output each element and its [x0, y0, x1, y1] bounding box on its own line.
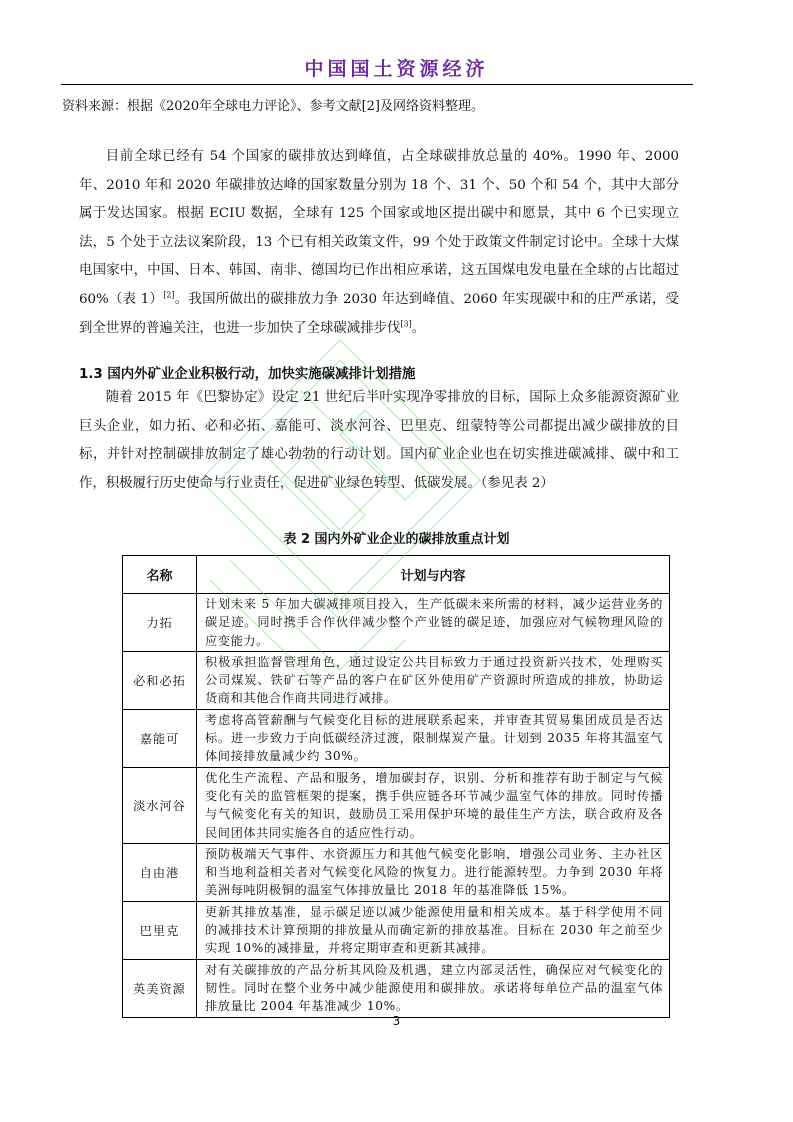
journal-title: 中国国土资源经济	[304, 58, 489, 80]
column-header-plan: 计划与内容	[197, 556, 670, 594]
section-heading: 1.3 国内外矿业企业积极行动，加快实施碳减排计划措施	[79, 367, 416, 382]
plan-content: 考虑将高管薪酬与气候变化目标的进展联系起来，并审查其贸易集团成员是否达标。进一步致力于向低碳经济过渡，限制煤炭产量。计划到 2035 年将其温室气体间接排放量减少约 30%。	[197, 709, 670, 767]
table-header-row	[123, 556, 670, 594]
table-row	[123, 709, 670, 767]
table-caption: 表 2 国内外矿业企业的碳排放重点计划	[283, 532, 510, 547]
plan-content: 积极承担监督管理角色，通过设定公共目标致力于通过投资新兴技术，处理购买公司煤炭、铁矿石等产品的客户在矿区外使用矿产资源时所造成的排放，协助运货商和其他合作商共同进行减排。	[197, 651, 670, 709]
plan-content: 对有关碳排放的产品分析其风险及机遇，建立内部灵活性，确保应对气候变化的韧性。同时在整个业务中减少能源使用和碳排放。承诺将每单位产品的温室气体排放量比 2004 年基准减少 10%。	[197, 959, 670, 1017]
table-row	[123, 594, 670, 652]
table-row	[123, 767, 670, 843]
company-name: 力拓	[123, 594, 197, 652]
paragraph-text: 。我国所做出的碳排放力争 2030 年达到峰值、2060 年实现碳中和的庄严承诺，受到全世界的普遍关注，也进一步加快了全球碳减排步伐	[79, 291, 679, 336]
citation-ref[interactable]: [3]	[400, 319, 412, 329]
plan-content: 优化生产流程、产品和服务，增加碳封存，识别、分析和推荐有助于制定与气候变化有关的监管框架的提案，携手供应链各环节减少温室气体的排放。同时传播与气候变化有关的知识，鼓励员工采用保护环境的最佳生产方法，联合政府及各民间团体共同实施各自的适应性行动。	[197, 767, 670, 843]
header-rule-full	[61, 84, 693, 85]
plan-content: 更新其排放基准，显示碳足迹以减少能源使用量和相关成本。基于科学使用不同的减排技术计算预期的排放量从而确定新的排放基准。目标在 2030 年之前至少实现 10%的减排量，并将定期审查和更新其减排。	[197, 901, 670, 959]
table-row	[123, 843, 670, 901]
company-name: 必和必拓	[123, 651, 197, 709]
company-name: 淡水河谷	[123, 767, 197, 843]
table-row	[123, 651, 670, 709]
citation-ref[interactable]: [2]	[163, 290, 175, 300]
table-row	[123, 959, 670, 1017]
paragraph-carbon-peak	[79, 143, 679, 343]
table-row	[123, 901, 670, 959]
company-name: 嘉能可	[123, 709, 197, 767]
table-source-note: 资料来源：根据《2020年全球电力评论》、参考文献[2]及网络资料整理。	[62, 99, 484, 114]
plan-content: 计划未来 5 年加大碳减排项目投入，生产低碳未来所需的材料，减少运营业务的碳足迹。同时携手合作伙伴减少整个产业链的碳足迹，加强应对气候物理风险的应变能力。	[197, 594, 670, 652]
column-header-name: 名称	[123, 556, 197, 594]
paragraph-text: 。	[411, 320, 426, 336]
company-name: 巴里克	[123, 901, 197, 959]
plan-content: 预防极端天气事件、水资源压力和其他气候变化影响，增强公司业务、主办社区和当地利益相关者对气候变化风险的恢复力。进行能源转型。力争到 2030 年将美洲每吨阴极铜的温室气体排放量比 2018 年的基准降低 15%。	[197, 843, 670, 901]
carbon-plan-table	[122, 555, 670, 1018]
paragraph-text: 目前全球已经有 54 个国家的碳排放达到峰值，占全球碳排放总量的 40%。1990 年、2000 年、2010 年和 2020 年碳排放达峰的国家数量分别为 18 个、31 个、50 个和 54 个，其中大部分属于发达国家。根据 ECIU 数据，全球有 125 个国家或地区提出碳中和愿景，其中 6 个已实现立法，5 个处于立法议案阶段，13 个已有相关政策文件，99 个处于政策文件制定讨论中。全球十大煤电国家中，中国、日本、韩国、南非、德国均已作出相应承诺，这五国煤电发电量在全球的占比超过 60%（表 1）	[79, 149, 679, 307]
page-number: 3	[392, 1014, 401, 1028]
paragraph-mining-actions: 随着 2015 年《巴黎协定》设定 21 世纪后半叶实现净零排放的目标，国际上众多能源资源矿业巨头企业，如力拓、必和必拓、嘉能可、淡水河谷、巴里克、纽蒙特等公司都提出减少碳排放的目标，并针对控制碳排放制定了雄心勃勃的行动计划。国内矿业企业也在切实推进碳减排、碳中和工作，积极履行历史使命与行业责任，促进矿业绿色转型、低碳发展。（参见表 2）	[79, 390, 679, 491]
company-name: 自由港	[123, 843, 197, 901]
company-name: 英美资源	[123, 959, 197, 1017]
